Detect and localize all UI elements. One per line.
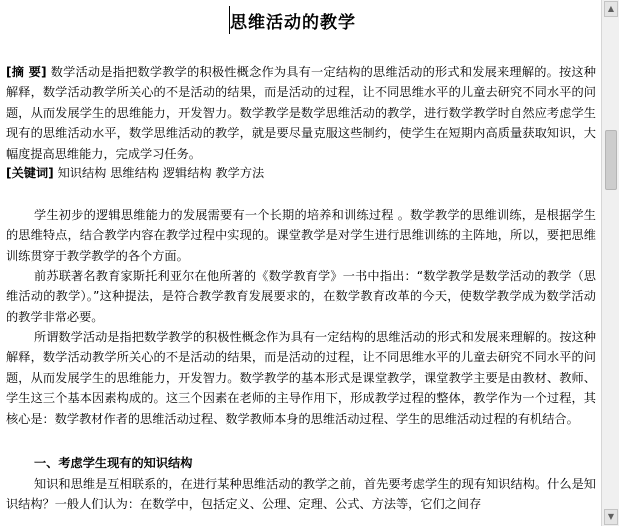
keywords-paragraph (6, 163, 596, 183)
vertical-scrollbar[interactable] (601, 0, 619, 526)
body-paragraph: 学生初步的逻辑思维能力的发展需要有一个长期的培养和训练过程 。数学教学的思维训练，是根据学生的思维特点，结合教学内容在教学过程中实现的。课堂教学是对学生进行思维训练的主阵地，所以，要把思维训练贯穿于教学教学的各个方面。 (6, 208, 596, 263)
body-paragraph: 所谓数学活动是指把数学教学的积极性概念作为具有一定结构的思维活动的形式和发展来理解的。按这种解释，数学活动教学所关心的不是活动的结果，而是活动的过程，让不同思维水平的儿童去研究不同水平的问题，从而发展学生的思维能力，开发智力。数学教学的基本形式是课堂教学，课堂教学主要是由教材、教师、学生这三个基本因素构成的。这三个因素在老师的主导作用下，形成教学过程的整体，教学作为一个过程，其核心是：数学教材作者的思维活动过程、数学教师本身的思维活动过程、学生的思维活动过程的有机结合。 (6, 330, 596, 426)
scroll-up-arrow-icon[interactable]: ▲ (604, 1, 618, 17)
scrollbar-thumb[interactable] (605, 130, 617, 190)
scroll-down-arrow-icon[interactable]: ▼ (604, 509, 618, 525)
section-heading: 一、考虑学生现有的知识结构 (34, 456, 193, 470)
keywords-text: 知识结构 思维结构 逻辑结构 教学方法 (53, 166, 265, 180)
abstract-label: [摘 要] (6, 65, 47, 79)
abstract-text: 数学活动是指把数学教学的积极性概念作为具有一定结构的思维活动的形式和发展来理解的。按这种解释，数学活动教学所关心的不是活动的结果，而是活动的过程，让不同思维水平的儿童去研究不同水平的问题，从而发展学生的思维能力，开发智力。数学教学是数学思维活动的教学，进行数学教学时自然应考虑学生现有的思维活动水平，数学思维活动的教学，就是要尽量克服这些制约，使学生在短期内高质量获取知识，大幅度提高思维能力，完成学习任务。 (6, 65, 596, 161)
body-paragraph: 知识和思维是互相联系的，在进行某种思维活动的教学之前，首先要考虑学生的现有知识结构。什么是知识结构？一般人们认为：在数学中，包括定义、公理、定理、公式、方法等，它们之间存 (6, 477, 596, 512)
document-title: 思维活动的教学 (230, 13, 356, 33)
keywords-label: [关键词] (6, 166, 54, 180)
abstract-paragraph (6, 62, 596, 164)
body-paragraph: 前苏联著名教育家斯托利亚尔在他所著的《数学教育学》一书中指出：“数学教学是数学活动的教学（思维活动的教学）。”这种提法，是符合教学教育发展要求的，在数学教育改革的今天，使数学教学成为数学活动的教学非常必要。 (6, 269, 596, 324)
